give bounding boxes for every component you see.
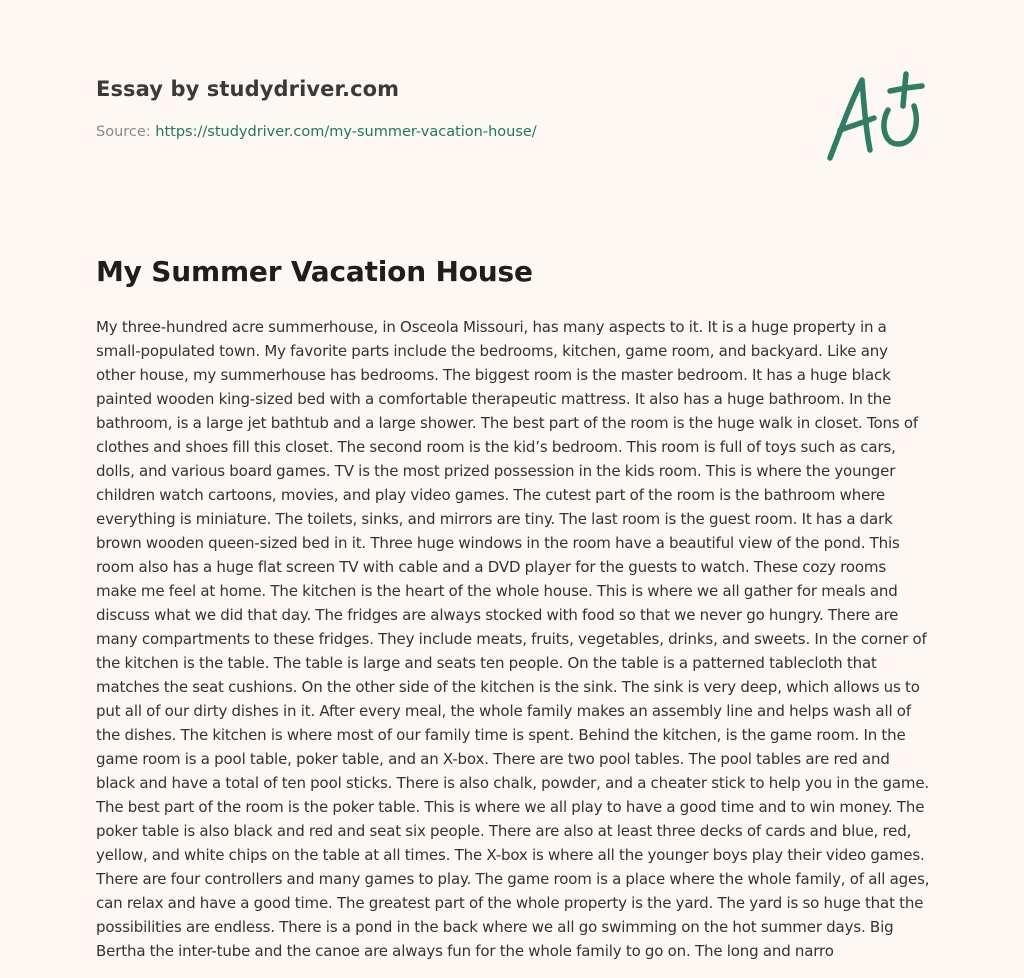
essay-title: My Summer Vacation House	[96, 255, 533, 288]
source-link[interactable]: https://studydriver.com/my-summer-vacation-house/	[155, 124, 537, 140]
source-line	[96, 124, 537, 140]
site-brand: Essay by studydriver.com	[96, 77, 400, 101]
a-plus-grade-icon	[818, 66, 930, 166]
source-label: Source:	[96, 124, 156, 140]
essay-body: My three-hundred acre summerhouse, in Osceola Missouri, has many aspects to it. It is a huge property in a small-populated town. My favorite parts include the bedrooms, kitchen, game room, and backyard. Like any other house, my summerhouse has bedrooms. The biggest room is the master bedroom. It has a huge black painted wooden king-sized bed with a comfortable therapeutic mattress. It also has a huge bathroom. In the bathroom, is a large jet bathtub and a large shower. The best part of the room is the huge walk in closet. Tons of clothes and shoes fill this closet. The second room is the kid’s bedroom. This room is full of toys such as cars, dolls, and various board games. TV is the most prized possession in the kids room. This is where the younger children watch cartoons, movies, and play video games. The cutest part of the room is the bathroom where everything is miniature. The toilets, sinks, and mirrors are tiny. The last room is the guest room. It has a dark brown wooden queen-sized bed in it. Three huge windows in the room have a beautiful view of the pond. This room also has a huge flat screen TV with cable and a DVD player for the guests to watch. These cozy rooms make me feel at home. The kitchen is the heart of the whole house. This is where we all gather for meals and discuss what we did that day. The fridges are always stocked with food so that we never go hungry. There are many compartments to these fridges. They include meats, fruits, vegetables, drinks, and sweets. In the corner of the kitchen is the table. The table is large and seats ten people. On the table is a patterned tablecloth that matches the seat cushions. On the other side of the kitchen is the sink. The sink is very deep, which allows us to put all of our dirty dishes in it. After every meal, the whole family makes an assembly line and helps wash all of the dishes. The kitchen is where most of our family time is spent. Behind the kitchen, is the game room. In the game room is a pool table, poker table, and an X-box. There are two pool tables. The pool tables are red and black and have a total of ten pool sticks. There is also chalk, powder, and a cheater stick to help you in the game. The best part of the room is the poker table. This is where we all play to have a good time and to win money. The poker table is also black and red and seat six people. There are also at least three decks of cards and blue, red, yellow, and white chips on the table at all times. The X-box is where all the younger boys play their video games. There are four controllers and many games to play. The game room is a place where the whole family, of all ages, can relax and have a good time. The greatest part of the whole property is the yard. The yard is so huge that the possibilities are endless. There is a pond in the back where we all go swimming on the hot summer days. Big Bertha the inter-tube and the canoe are always fun for the whole family to go on. The long and narro	[96, 318, 930, 960]
